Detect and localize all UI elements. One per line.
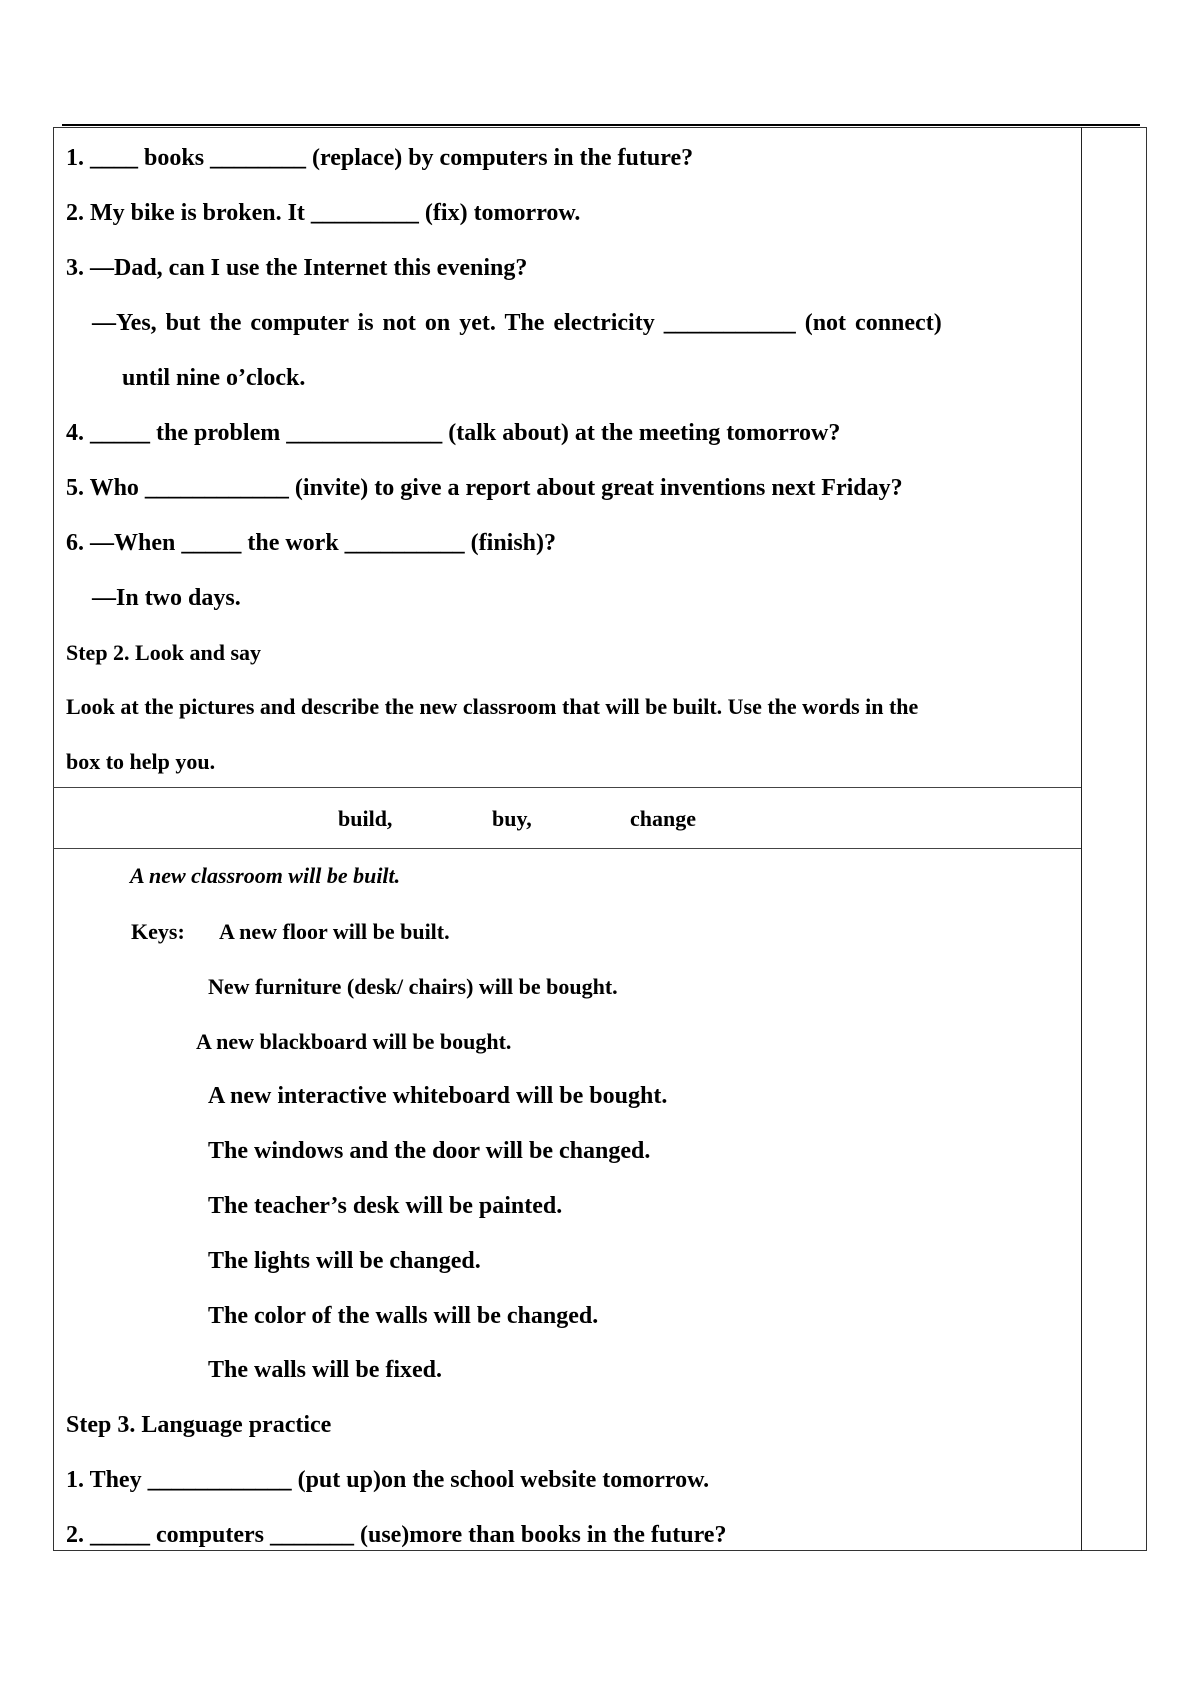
key-answer: A new interactive whiteboard will be bought. xyxy=(208,1083,668,1109)
key-answer: The color of the walls will be changed. xyxy=(208,1303,599,1329)
exercise-6-answer: —In two days. xyxy=(92,585,241,611)
step3-title: Step 3. Language practice xyxy=(66,1412,332,1438)
key-answer: The windows and the door will be changed. xyxy=(208,1138,651,1164)
key-answer: New furniture (desk/ chairs) will be bought. xyxy=(208,974,618,999)
step3-exercise-1: 1. They ____________ (put up)on the school website tomorrow. xyxy=(66,1467,710,1493)
example-sentence: A new classroom will be built. xyxy=(130,863,401,888)
key-answer: The lights will be changed. xyxy=(208,1248,481,1274)
key-answer: The teacher’s desk will be painted. xyxy=(208,1193,563,1219)
word-box-item: buy, xyxy=(492,806,532,831)
exercise-4: 4. _____ the problem _____________ (talk about) at the meeting tomorrow? xyxy=(66,420,841,446)
step2-instruction: Look at the pictures and describe the new classroom that will be built. Use the words in the xyxy=(66,694,919,719)
step2-title: Step 2. Look and say xyxy=(66,640,262,665)
word-box-bottom-border xyxy=(53,848,1081,849)
exercise-2: 2. My bike is broken. It _________ (fix) tomorrow. xyxy=(66,200,581,226)
word-box-top-border xyxy=(53,787,1081,788)
step3-exercise-2: 2. _____ computers _______ (use)more than books in the future? xyxy=(66,1522,727,1548)
word-box-item: build, xyxy=(338,806,393,831)
lesson-table xyxy=(53,127,1147,1551)
exercise-1: 1. ____ books ________ (replace) by computers in the future? xyxy=(66,145,694,171)
exercise-5: 5. Who ____________ (invite) to give a report about great inventions next Friday? xyxy=(66,475,903,501)
exercise-3-answer-cont: until nine o’clock. xyxy=(122,365,306,391)
exercise-6-question: 6. —When _____ the work __________ (finish)? xyxy=(66,530,557,556)
word-box-item: change xyxy=(630,806,696,831)
keys-label: Keys: xyxy=(131,919,185,944)
exercise-3-answer: —Yes, but the computer is not on yet. The electricity ___________ (not connect) xyxy=(92,310,942,336)
column-divider xyxy=(1081,127,1082,1551)
key-answer: A new floor will be built. xyxy=(219,919,450,944)
step2-instruction-cont: box to help you. xyxy=(66,749,216,774)
top-rule xyxy=(62,124,1140,126)
key-answer: The walls will be fixed. xyxy=(208,1357,443,1383)
exercise-3-question: 3. —Dad, can I use the Internet this evening? xyxy=(66,255,528,281)
key-answer: A new blackboard will be bought. xyxy=(196,1029,512,1054)
